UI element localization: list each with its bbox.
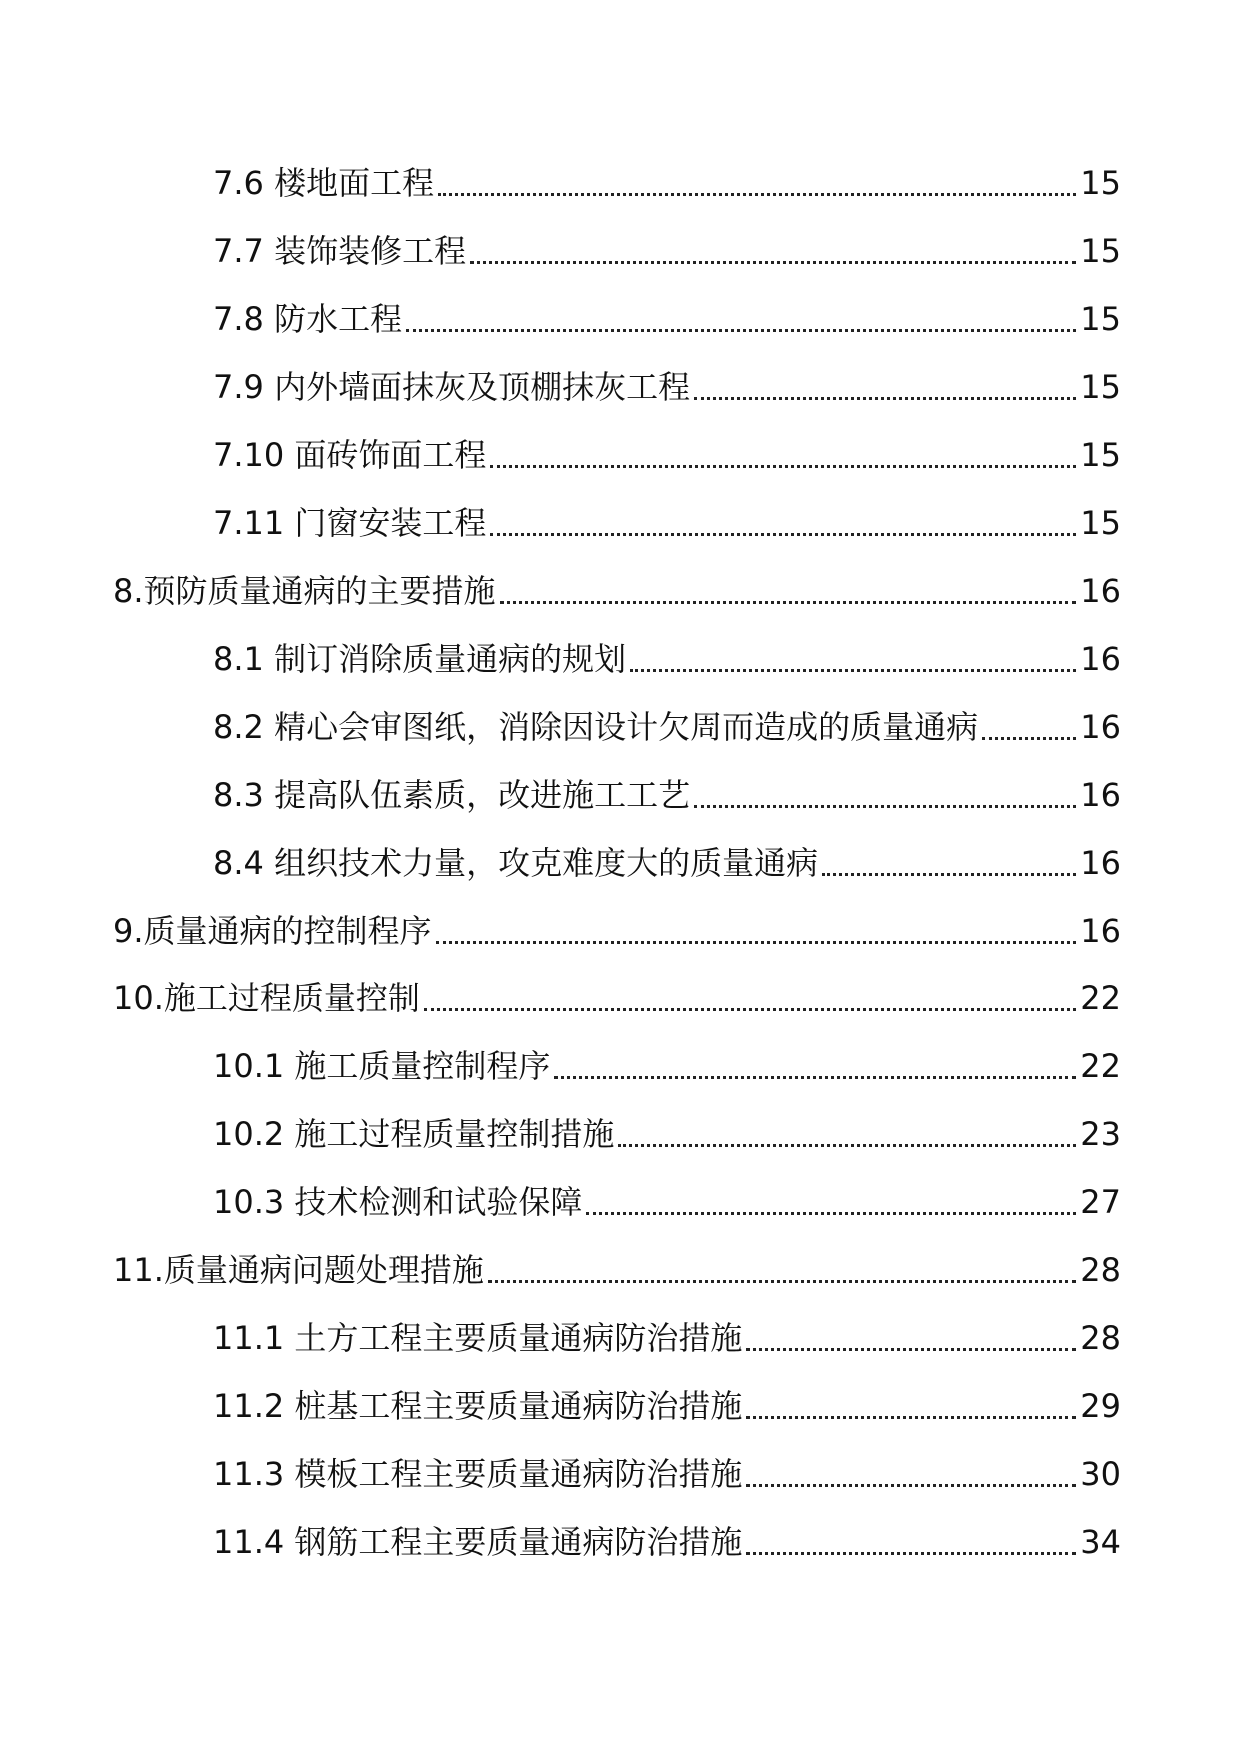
toc-entry-11-2[interactable] [213, 1384, 1121, 1428]
toc-dot-leader [746, 1348, 1076, 1351]
toc-entry-page: 22 [1080, 979, 1121, 1017]
toc-entry-page: 23 [1080, 1115, 1121, 1153]
toc-entry-7-7[interactable] [213, 229, 1121, 273]
toc-entry-title: 8.3 提高队伍素质，改进施工工艺 [213, 776, 691, 814]
toc-entry-8[interactable] [113, 569, 1121, 613]
toc-entry-title: 11.1 土方工程主要质量通病防治措施 [213, 1319, 743, 1357]
toc-dot-leader [470, 261, 1076, 264]
toc-entry-10-2[interactable] [213, 1112, 1121, 1156]
toc-entry-page: 15 [1080, 164, 1121, 202]
toc-entry-7-10[interactable] [213, 433, 1121, 477]
toc-entry-title: 10.施工过程质量控制 [113, 979, 420, 1017]
toc-entry-8-3[interactable] [213, 773, 1121, 817]
toc-entry-page: 16 [1080, 640, 1121, 678]
toc-dot-leader [630, 669, 1076, 672]
toc-entry-7-8[interactable] [213, 297, 1121, 341]
toc-entry-title: 10.2 施工过程质量控制措施 [213, 1115, 615, 1153]
toc-dot-leader [982, 737, 1076, 740]
toc-entry-11-1[interactable] [213, 1316, 1121, 1360]
toc-entry-title: 11.2 桩基工程主要质量通病防治措施 [213, 1387, 743, 1425]
toc-entry-title: 7.8 防水工程 [213, 300, 403, 338]
toc-dot-leader [586, 1212, 1076, 1215]
toc-entry-page: 16 [1080, 776, 1121, 814]
toc-dot-leader [746, 1552, 1076, 1555]
toc-dot-leader [488, 1280, 1076, 1283]
toc-entry-title: 7.6 楼地面工程 [213, 164, 435, 202]
toc-entry-7-11[interactable] [213, 501, 1121, 545]
toc-dot-leader [490, 465, 1076, 468]
toc-dot-leader [436, 941, 1077, 944]
toc-dot-leader [822, 873, 1076, 876]
toc-entry-page: 15 [1080, 300, 1121, 338]
toc-entry-9[interactable] [113, 909, 1121, 953]
toc-entry-title: 7.9 内外墙面抹灰及顶棚抹灰工程 [213, 368, 691, 406]
toc-entry-8-2[interactable] [213, 705, 1121, 749]
toc-entry-page: 15 [1080, 436, 1121, 474]
toc-dot-leader [746, 1416, 1076, 1419]
toc-dot-leader [746, 1484, 1076, 1487]
toc-entry-title: 8.预防质量通病的主要措施 [113, 572, 496, 610]
toc-dot-leader [554, 1076, 1076, 1079]
toc-entry-title: 10.1 施工质量控制程序 [213, 1047, 551, 1085]
toc-entry-title: 8.1 制订消除质量通病的规划 [213, 640, 627, 678]
toc-entry-11-4[interactable] [213, 1520, 1121, 1564]
toc-entry-page: 28 [1080, 1319, 1121, 1357]
toc-entry-7-9[interactable] [213, 365, 1121, 409]
toc-dot-leader [424, 1008, 1076, 1011]
toc-entry-page: 16 [1080, 912, 1121, 950]
toc-entry-page: 15 [1080, 368, 1121, 406]
toc-entry-page: 29 [1080, 1387, 1121, 1425]
toc-entry-page: 16 [1080, 572, 1121, 610]
toc-entry-10-3[interactable] [213, 1180, 1121, 1224]
toc-entry-page: 34 [1080, 1523, 1121, 1561]
toc-entry-8-1[interactable] [213, 637, 1121, 681]
toc-entry-page: 30 [1080, 1455, 1121, 1493]
toc-entry-11-3[interactable] [213, 1452, 1121, 1496]
toc-entry-title: 7.7 装饰装修工程 [213, 232, 467, 270]
toc-entry-page: 28 [1080, 1251, 1121, 1289]
toc-entry-page: 16 [1080, 708, 1121, 746]
toc-dot-leader [618, 1144, 1076, 1147]
toc-entry-title: 7.10 面砖饰面工程 [213, 436, 487, 474]
toc-dot-leader [500, 601, 1077, 604]
toc-entry-7-6[interactable] [213, 161, 1121, 205]
toc-entry-title: 8.4 组织技术力量，攻克难度大的质量通病 [213, 844, 819, 882]
toc-entry-title: 9.质量通病的控制程序 [113, 912, 432, 950]
toc-dot-leader [438, 193, 1076, 196]
toc-entry-page: 15 [1080, 232, 1121, 270]
toc-entry-title: 11.4 钢筋工程主要质量通病防治措施 [213, 1523, 743, 1561]
toc-entry-title: 7.11 门窗安装工程 [213, 504, 487, 542]
toc-dot-leader [694, 397, 1076, 400]
toc-dot-leader [694, 805, 1076, 808]
toc-entry-10-1[interactable] [213, 1044, 1121, 1088]
toc-dot-leader [406, 329, 1076, 332]
toc-entry-11[interactable] [113, 1248, 1121, 1292]
toc-entry-page: 27 [1080, 1183, 1121, 1221]
toc-entry-title: 8.2 精心会审图纸，消除因设计欠周而造成的质量通病 [213, 708, 979, 746]
toc-entry-title: 11.3 模板工程主要质量通病防治措施 [213, 1455, 743, 1493]
toc-entry-10[interactable] [113, 976, 1121, 1020]
toc-entry-8-4[interactable] [213, 841, 1121, 885]
toc-entry-page: 22 [1080, 1047, 1121, 1085]
toc-dot-leader [490, 533, 1076, 536]
toc-entry-title: 10.3 技术检测和试验保障 [213, 1183, 583, 1221]
toc-entry-title: 11.质量通病问题处理措施 [113, 1251, 484, 1289]
toc-entry-page: 15 [1080, 504, 1121, 542]
toc-entry-page: 16 [1080, 844, 1121, 882]
